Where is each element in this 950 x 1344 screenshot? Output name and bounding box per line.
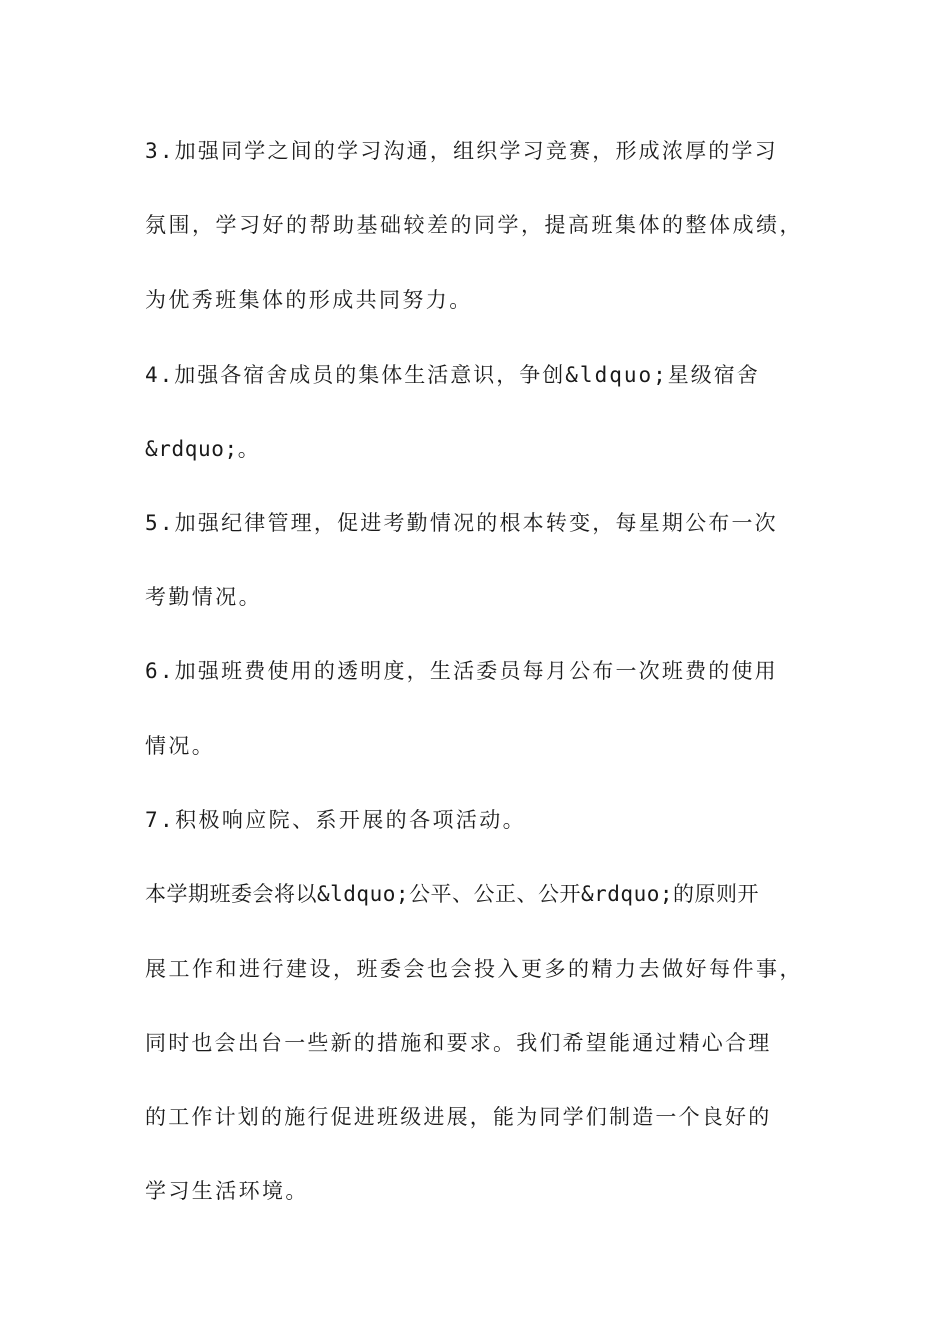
text-line: 氛围，学习好的帮助基础较差的同学，提高班集体的整体成绩， <box>145 213 803 237</box>
text-line: 同时也会出台一些新的措施和要求。我们希望能通过精心合理 <box>145 1031 772 1055</box>
text-line: 学习生活环境。 <box>145 1179 309 1203</box>
text-line: 为优秀班集体的形成共同努力。 <box>145 288 473 312</box>
text-line: 展工作和进行建设，班委会也会投入更多的精力去做好每件事， <box>145 957 803 981</box>
text-line: 4.加强各宿舍成员的集体生活意识，争创&ldquo;星级宿舍 <box>145 363 760 387</box>
text-line: &rdquo;。 <box>145 437 260 461</box>
text-line: 的工作计划的施行促进班级进展，能为同学们制造一个良好的 <box>145 1105 772 1129</box>
text-line: 3.加强同学之间的学习沟通，组织学习竞赛，形成浓厚的学习 <box>145 139 778 163</box>
text-line: 考勤情况。 <box>145 585 262 609</box>
text-line: 本学期班委会将以&ldquo;公平、公正、公开&rdquo;的原则开 <box>145 882 760 906</box>
text-line: 5.加强纪律管理，促进考勤情况的根本转变，每星期公布一次 <box>145 511 778 535</box>
text-line: 6.加强班费使用的透明度，生活委员每月公布一次班费的使用 <box>145 659 778 683</box>
text-line: 7.积极响应院、系开展的各项活动。 <box>145 808 527 832</box>
text-line: 情况。 <box>145 734 216 758</box>
